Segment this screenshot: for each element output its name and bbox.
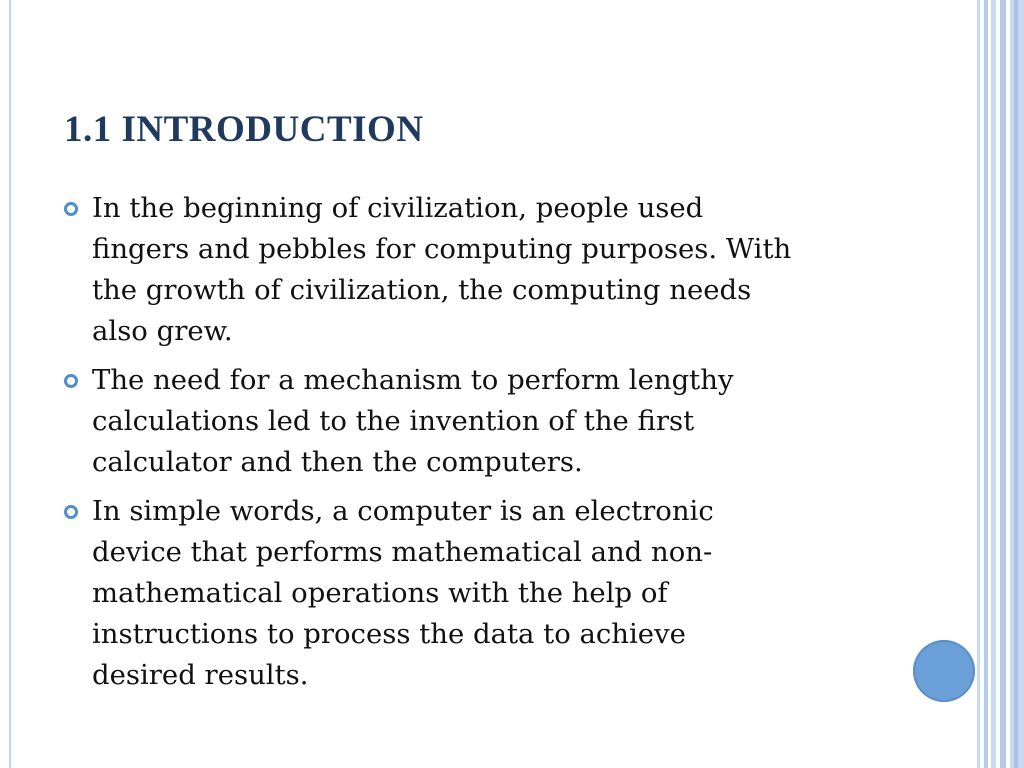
- bullet-line: desired results.: [92, 659, 309, 691]
- bullet-line: In simple words, a computer is an electronic: [92, 495, 714, 527]
- bullet-line: fingers and pebbles for computing purposes. With: [92, 233, 792, 265]
- bullet-line: In the beginning of civilization, people used: [92, 192, 704, 224]
- bullet-item: [64, 491, 884, 696]
- decorative-stripe: [1000, 0, 1006, 768]
- bullet-item: [64, 188, 884, 352]
- bullet-line: The need for a mechanism to perform lengthy: [92, 364, 734, 396]
- slide-title: 1.1 INTRODUCTION: [64, 109, 424, 150]
- bullet-circle-icon: [64, 202, 78, 216]
- decorative-stripe: [977, 0, 980, 768]
- bullet-line: mathematical operations with the help of: [92, 577, 668, 609]
- accent-circle: [913, 640, 975, 702]
- bullet-circle-icon: [64, 505, 78, 519]
- bullet-circle-icon: [64, 374, 78, 388]
- bullet-line: calculator and then the computers.: [92, 446, 583, 478]
- left-border-line: [9, 0, 11, 768]
- decorative-stripe: [991, 0, 996, 768]
- bullet-line: device that performs mathematical and non-: [92, 536, 713, 568]
- bullet-line: instructions to process the data to achieve: [92, 618, 686, 650]
- decorative-stripe: [1014, 0, 1018, 768]
- bullet-item: [64, 360, 884, 483]
- bullet-line: calculations led to the invention of the first: [92, 405, 695, 437]
- bullet-list: [64, 188, 884, 704]
- bullet-line: also grew.: [92, 315, 233, 347]
- bullet-line: the growth of civilization, the computing needs: [92, 274, 752, 306]
- decorative-stripe: [984, 0, 988, 768]
